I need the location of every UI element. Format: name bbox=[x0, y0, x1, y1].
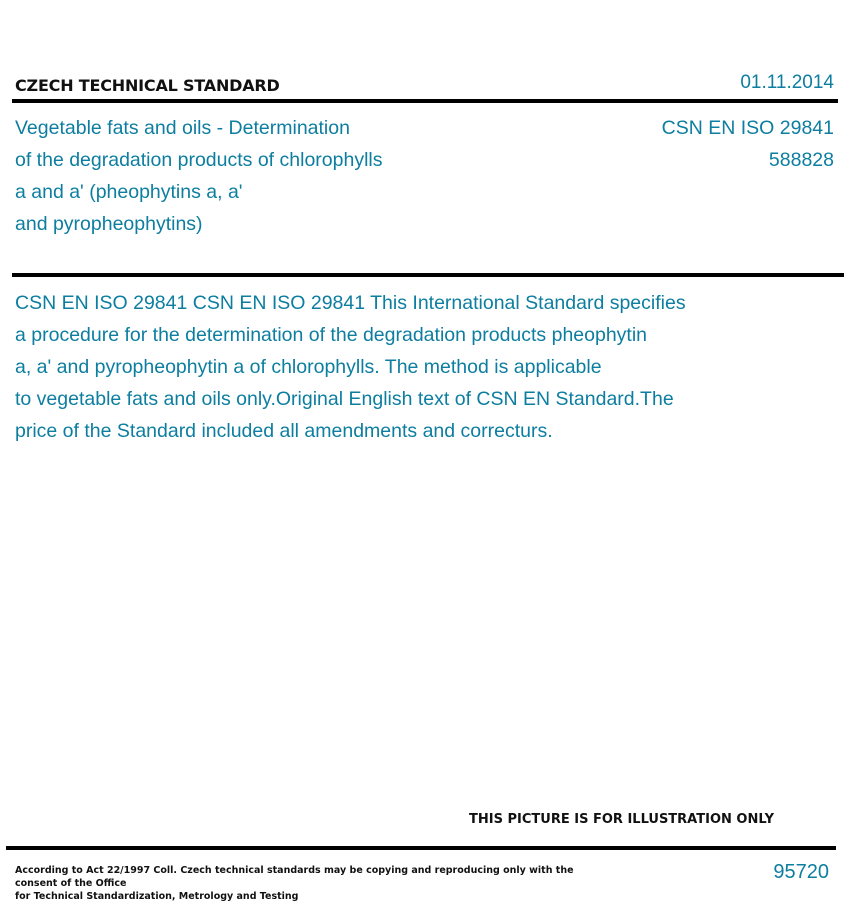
section-rule bbox=[12, 273, 844, 277]
footer-rule bbox=[6, 846, 836, 850]
title-line: Vegetable fats and oils - Determination bbox=[15, 117, 350, 139]
description-line: a procedure for the determination of the degradation products pheophytin bbox=[15, 324, 648, 346]
document-number: 95720 bbox=[773, 861, 829, 883]
legal-notice-line: According to Act 22/1997 Coll. Czech technical standards may be copying and reproducing only with the consent of the Office bbox=[15, 865, 574, 889]
title-line: a and a' (pheophytins a, a' bbox=[15, 181, 243, 203]
description-line: CSN EN ISO 29841 CSN EN ISO 29841 This International Standard specifies bbox=[15, 292, 686, 314]
title-line: and pyropheophytins) bbox=[15, 213, 203, 235]
legal-notice-line: for Technical Standardization, Metrology and Testing bbox=[15, 891, 299, 902]
description-line: to vegetable fats and oils only.Original English text of CSN EN Standard.The bbox=[15, 388, 674, 410]
legal-notice bbox=[15, 864, 615, 903]
header-rule bbox=[12, 99, 838, 103]
title-line: of the degradation products of chlorophylls bbox=[15, 149, 383, 171]
description-line: price of the Standard included all amendments and correcturs. bbox=[15, 420, 553, 442]
description-line: a, a' and pyropheophytin a of chlorophylls. The method is applicable bbox=[15, 356, 602, 378]
standard-type-label: CZECH TECHNICAL STANDARD bbox=[15, 76, 280, 95]
issue-date: 01.11.2014 bbox=[740, 72, 834, 93]
illustration-note: THIS PICTURE IS FOR ILLUSTRATION ONLY bbox=[469, 812, 774, 827]
catalog-number: 588828 bbox=[768, 149, 834, 171]
standard-code: CSN EN ISO 29841 bbox=[661, 117, 834, 139]
